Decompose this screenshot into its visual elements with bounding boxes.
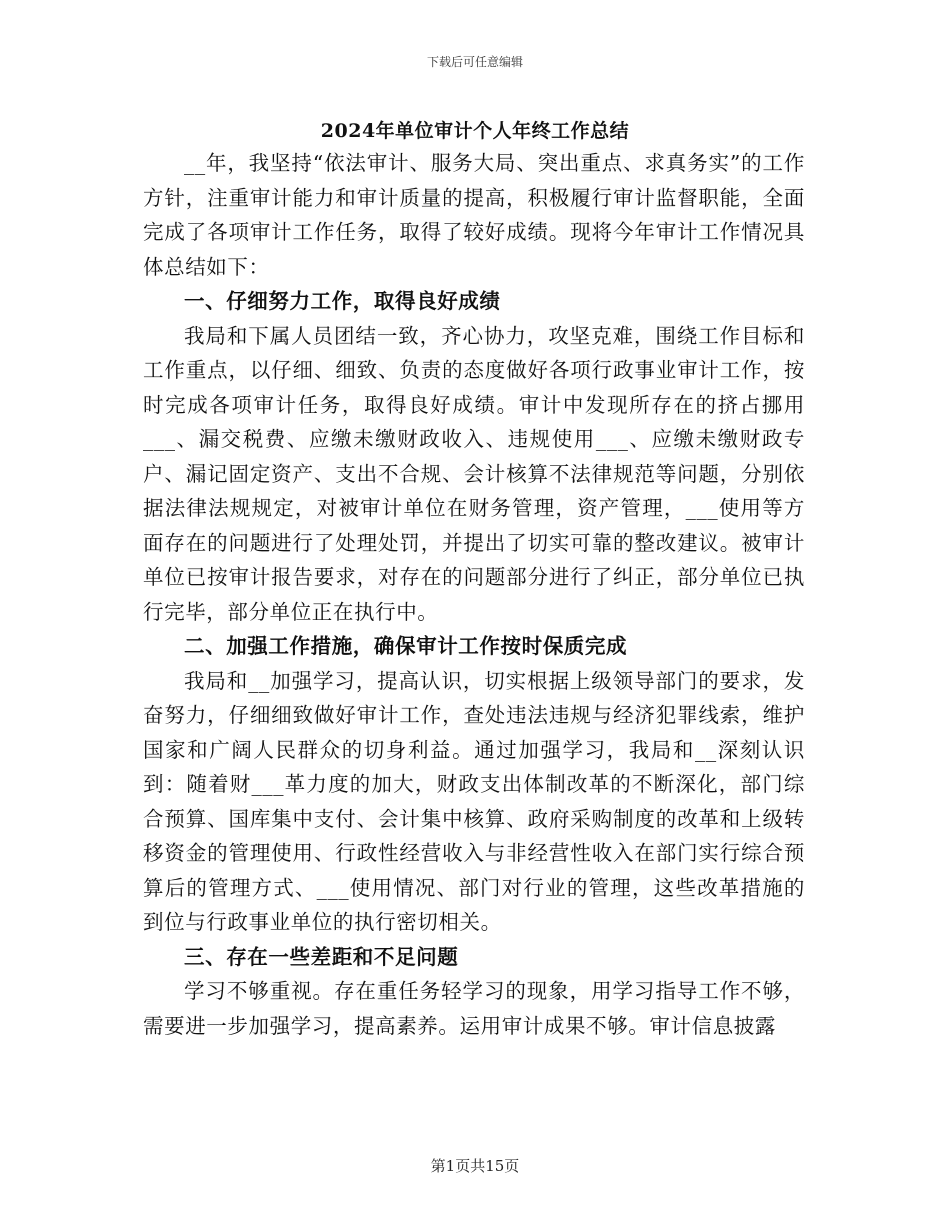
section-1-heading: 一、仔细努力工作，取得良好成绩 xyxy=(184,289,501,313)
section-2-paragraph: 我局和__加强学习，提高认识，切实根据上级领导部门的要求，发奋努力，仔细细致做好审计工作，查处违法违规与经济犯罪线索，维护国家和广阔人民群众的切身利益。通过加强学习，我局和__深刻认识到：随着财___革力度的加大，财政支出体制改革的不断深化，部门综合预算、国库集中支付、会计集中核算、政府采购制度的改革和上级转移资金的管理使用、行政性经营收入与非经营性收入在部门实行综合预算后的管理方式、___使用情况、部门对行业的管理，这些改革措施的到位与行政事业单位的执行密切相关。 xyxy=(143,668,805,934)
section-1-paragraph: 我局和下属人员团结一致，齐心协力，攻坚克难，围绕工作目标和工作重点，以仔细、细致、负责的态度做好各项行政事业审计工作，按时完成各项审计任务，取得良好成绩。审计中发现所存在的挤占挪用___、漏交税费、应缴未缴财政收入、违规使用___、应缴未缴财政专户、漏记固定资产、支出不合规、会计核算不法律规范等问题，分别依据法律法规规定，对被审计单位在财务管理，资产管理，___使用等方面存在的问题进行了处理处罚，并提出了切实可靠的整改建议。被审计单位已按审计报告要求，对存在的问题部分进行了纠正，部分单位已执行完毕，部分单位正在执行中。 xyxy=(143,323,805,624)
document-body xyxy=(143,146,805,1043)
header-note: 下载后可任意编辑 xyxy=(426,55,523,69)
intro-paragraph: __年，我坚持“依法审计、服务大局、突出重点、求真务实”的工作方针，注重审计能力和审计质量的提高，积极履行审计监督职能，全面完成了各项审计工作任务，取得了较好成绩。现将今年审计工作情况具体总结如下： xyxy=(143,151,805,279)
section-3-paragraph: 学习不够重视。存在重任务轻学习的现象，用学习指导工作不够，需要进一步加强学习，提高素养。运用审计成果不够。审计信息披露 xyxy=(143,979,805,1038)
page-footer: 第1页共15页 xyxy=(430,1157,520,1175)
section-2-heading: 二、加强工作措施，确保审计工作按时保质完成 xyxy=(184,634,628,658)
document-title: 2024年单位审计个人年终工作总结 xyxy=(320,120,630,142)
section-3-heading: 三、存在一些差距和不足问题 xyxy=(184,944,459,969)
